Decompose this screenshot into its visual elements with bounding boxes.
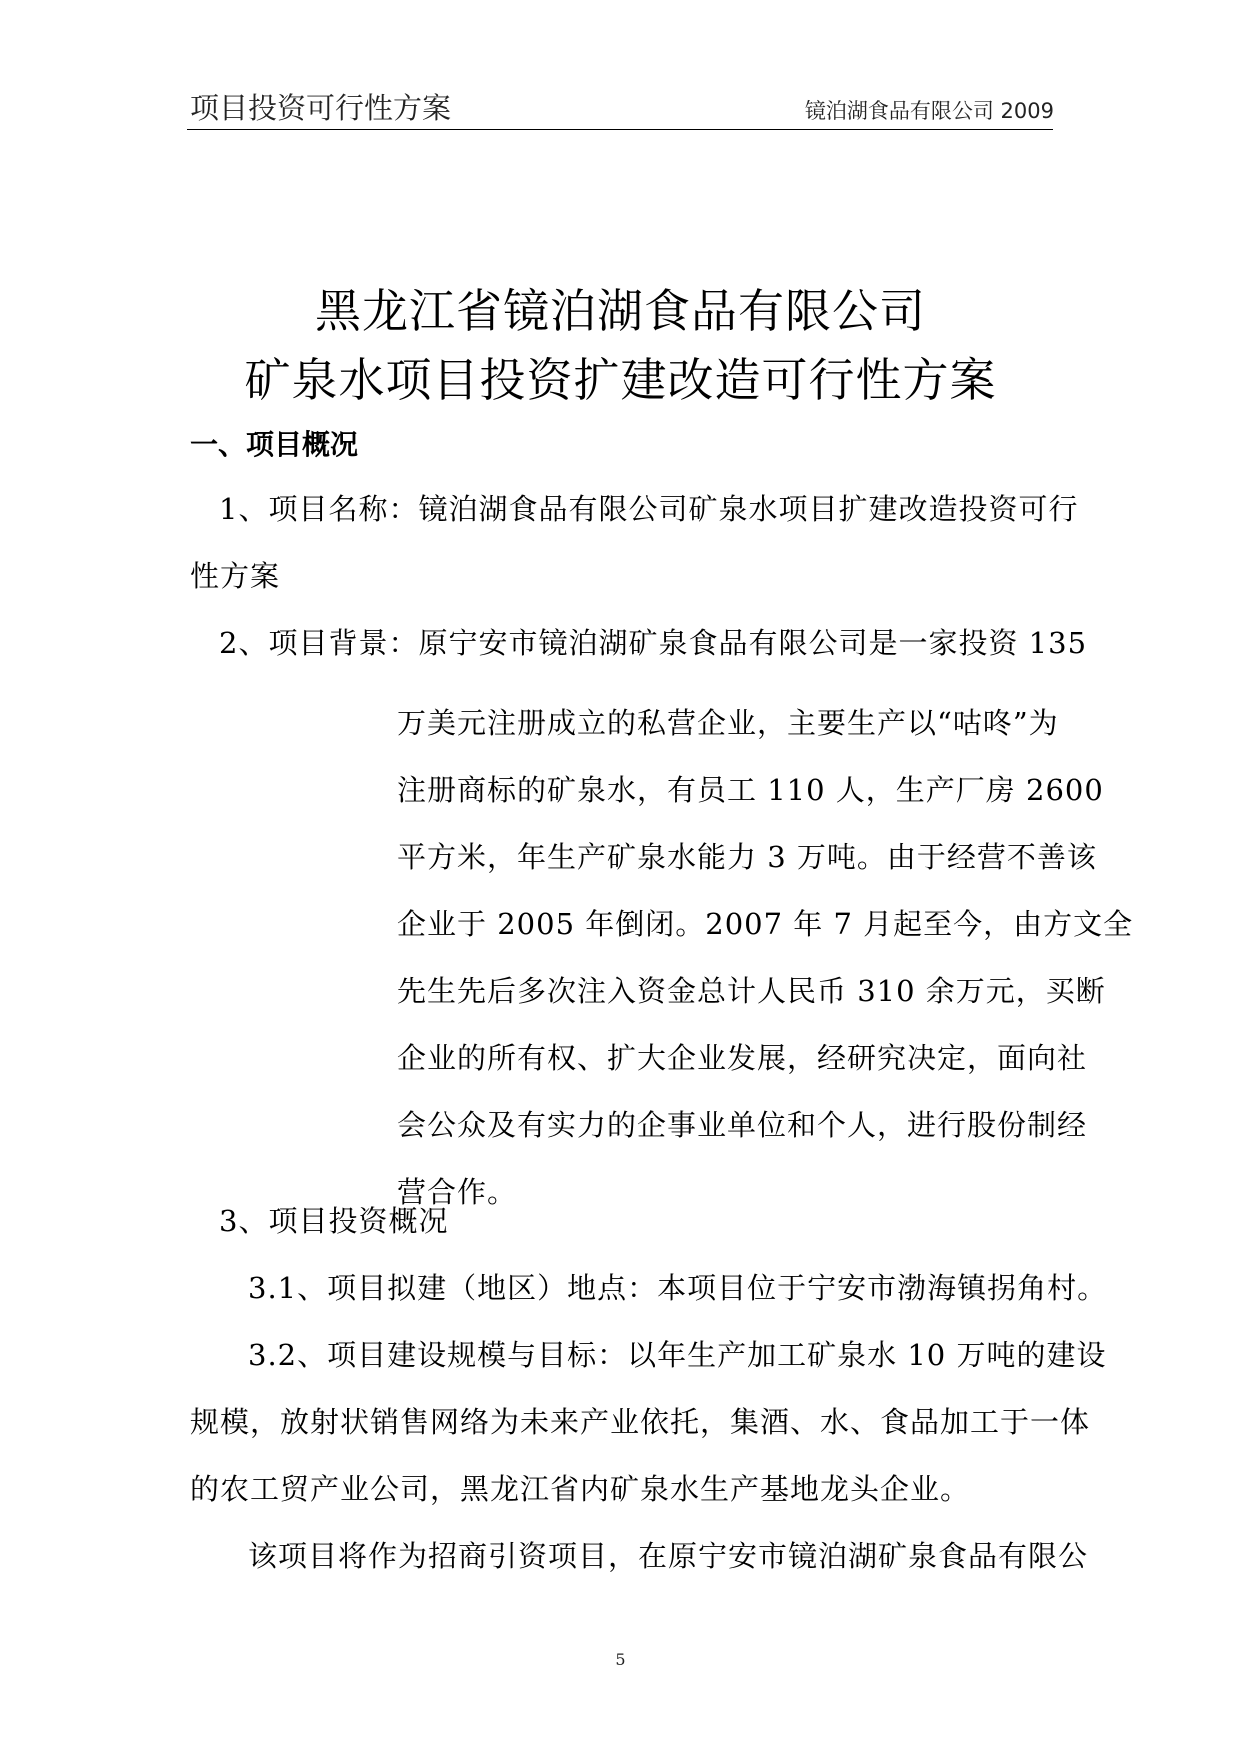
document-title-line-1: 黑龙江省镜泊湖食品有限公司 xyxy=(315,284,926,338)
running-header-company: 镜泊湖食品有限公司 2009 xyxy=(804,99,1054,123)
header-divider xyxy=(187,129,1053,130)
item-2-background-body xyxy=(397,690,1134,1226)
item-2-background-line: 先生先后多次注入资金总计人民币 310 余万元，买断 xyxy=(397,974,1106,1008)
item-2-background-line: 万美元注册成立的私营企业，主要生产以“咕咚”为 xyxy=(397,706,1059,740)
item-1-project-name-line-2: 性方案 xyxy=(190,559,281,593)
item-3-1-location: 3.1、项目拟建（地区）地点：本项目位于宁安市渤海镇拐角村。 xyxy=(248,1271,1108,1305)
item-2-background-line: 注册商标的矿泉水，有员工 110 人，生产厂房 2600 xyxy=(397,773,1104,807)
item-3-2-scale-line-1: 3.2、项目建设规模与目标：以年生产加工矿泉水 10 万吨的建设 xyxy=(248,1338,1107,1372)
item-3-heading: 3、项目投资概况 xyxy=(219,1204,449,1238)
item-2-background-line: 营合作。 xyxy=(397,1175,518,1209)
page-number: 5 xyxy=(615,1650,626,1669)
item-3-2-scale-line-2: 规模，放射状销售网络为未来产业依托，集酒、水、食品加工于一体 xyxy=(190,1405,1091,1439)
section-heading-overview: 一、项目概况 xyxy=(190,428,359,461)
item-3-2-scale-line-3: 的农工贸产业公司，黑龙江省内矿泉水生产基地龙头企业。 xyxy=(190,1472,971,1506)
running-header-title: 项目投资可行性方案 xyxy=(190,91,452,125)
item-1-project-name-line-1: 1、项目名称：镜泊湖食品有限公司矿泉水项目扩建改造投资可行 xyxy=(219,492,1079,526)
item-2-background-line: 平方米，年生产矿泉水能力 3 万吨。由于经营不善该 xyxy=(397,840,1097,874)
item-2-background-line-1: 2、项目背景：原宁安市镜泊湖矿泉食品有限公司是一家投资 135 xyxy=(219,626,1088,660)
document-title-line-2: 矿泉水项目投资扩建改造可行性方案 xyxy=(244,353,997,407)
item-2-background-line: 会公众及有实力的企事业单位和个人，进行股份制经 xyxy=(397,1108,1088,1142)
investment-paragraph: 该项目将作为招商引资项目，在原宁安市镜泊湖矿泉食品有限公 xyxy=(248,1539,1089,1573)
item-2-background-line: 企业于 2005 年倒闭。2007 年 7 月起至今，由方文全 xyxy=(397,907,1134,941)
item-2-background-line: 企业的所有权、扩大企业发展，经研究决定，面向社 xyxy=(397,1041,1088,1075)
